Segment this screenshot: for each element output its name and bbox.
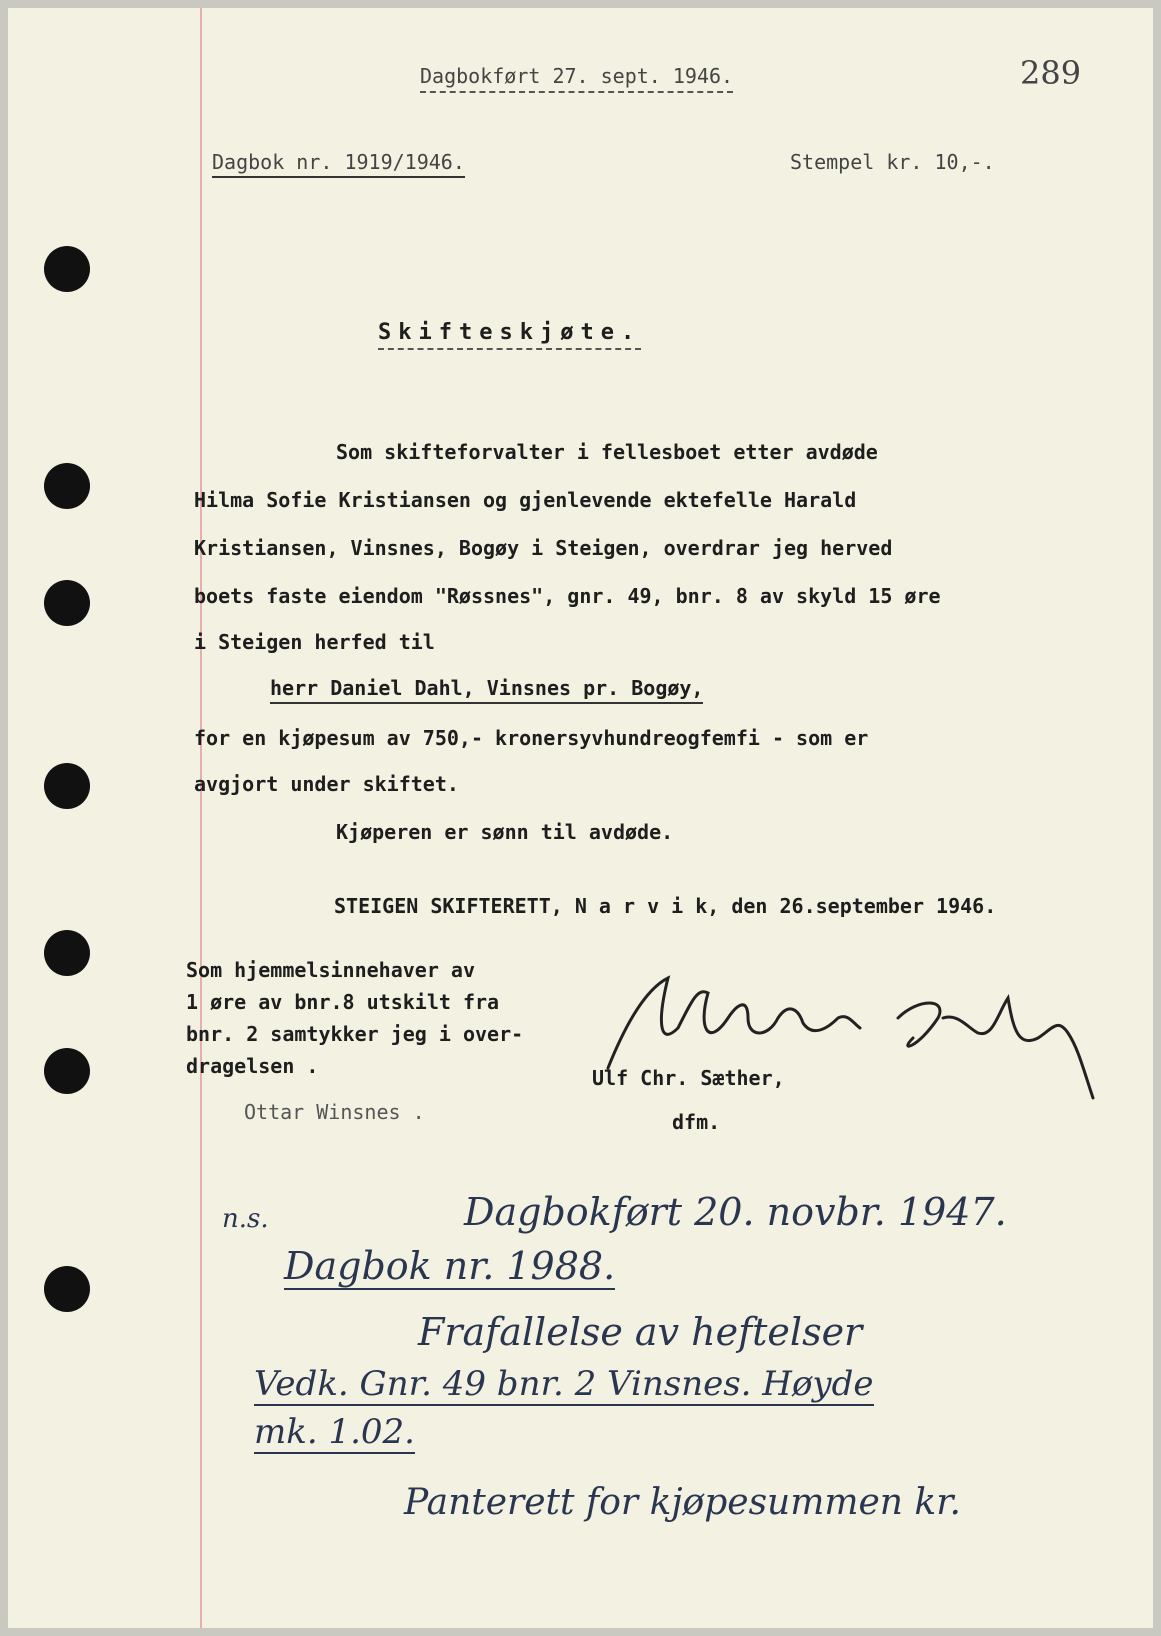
- page-number: 289: [1020, 54, 1082, 92]
- document-title: Skifteskjøte.: [378, 320, 641, 350]
- consent-line: 1 øre av bnr.8 utskilt fra: [186, 990, 500, 1014]
- punch-hole: [44, 580, 90, 626]
- punch-hole: [44, 246, 90, 292]
- punch-hole: [44, 1048, 90, 1094]
- handwritten-dagbokfort: Dagbokført 20. novbr. 1947.: [464, 1190, 1007, 1234]
- punch-hole: [44, 463, 90, 509]
- handwritten-mark: n.s.: [222, 1204, 269, 1234]
- consent-line: Som hjemmelsinnehaver av: [186, 958, 475, 982]
- signatory-name: Ulf Chr. Sæther,: [592, 1066, 785, 1090]
- body-line: Kristiansen, Vinsnes, Bogøy i Steigen, overdrar jeg herved: [194, 536, 893, 560]
- stamp-fee: Stempel kr. 10,-.: [790, 150, 995, 174]
- document-page: [8, 8, 1153, 1628]
- handwritten-dagbok-number: Dagbok nr. 1988.: [284, 1244, 616, 1288]
- dagbok-number: Dagbok nr. 1919/1946.: [212, 150, 465, 178]
- handwritten-line: Frafallelse av heftelser: [418, 1310, 863, 1354]
- punch-hole: [44, 763, 90, 809]
- body-line: Hilma Sofie Kristiansen og gjenlevende ektefelle Harald: [194, 488, 857, 512]
- buyer-name: herr Daniel Dahl, Vinsnes pr. Bogøy,: [270, 676, 703, 704]
- consent-name: Ottar Winsnes .: [244, 1100, 425, 1124]
- punch-hole: [44, 930, 90, 976]
- handwritten-line: Panterett for kjøpesummen kr.: [404, 1482, 961, 1523]
- body-line: i Steigen herfed til: [194, 630, 435, 654]
- court-line: STEIGEN SKIFTERETT, N a r v i k, den 26.september 1946.: [334, 894, 997, 918]
- margin-line: [200, 8, 202, 1628]
- dagbokfort-stamp: Dagbokført 27. sept. 1946.: [420, 64, 733, 93]
- consent-line: dragelsen .: [186, 1054, 319, 1078]
- handwritten-line: mk. 1.02.: [254, 1412, 415, 1452]
- consent-line: bnr. 2 samtykker jeg i over-: [186, 1022, 524, 1046]
- body-line: Kjøperen er sønn til avdøde.: [336, 820, 674, 844]
- handwritten-line: Vedk. Gnr. 49 bnr. 2 Vinsnes. Høyde: [254, 1364, 874, 1404]
- body-line: avgjort under skiftet.: [194, 772, 459, 796]
- punch-hole: [44, 1266, 90, 1312]
- body-line: boets faste eiendom "Røssnes", gnr. 49, bnr. 8 av skyld 15 øre: [194, 584, 941, 608]
- body-line: for en kjøpesum av 750,- kronersyvhundreogfemfi - som er: [194, 726, 869, 750]
- body-line: Som skifteforvalter i fellesboet etter avdøde: [336, 440, 878, 464]
- signatory-title: dfm.: [672, 1110, 721, 1134]
